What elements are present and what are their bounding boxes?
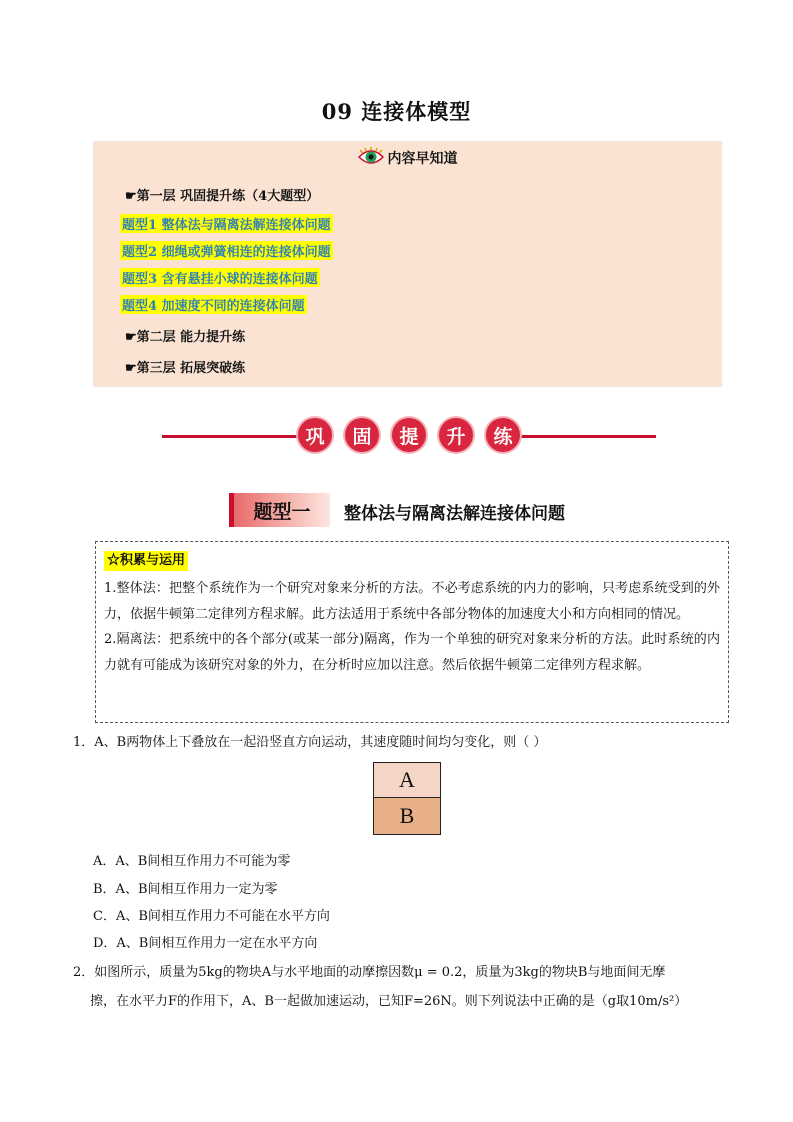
tip-label: ☆积累与运用	[104, 551, 188, 571]
banner-line-left	[162, 435, 302, 438]
question-1-option-b[interactable]: B．A、B间相互作用力一定为零	[93, 882, 278, 897]
banner-char: 升	[439, 418, 473, 452]
banner-char: 巩	[298, 418, 332, 452]
tip-paragraph-2: 2.隔离法：把系统中的各个部分(或某一部分)隔离，作为一个单独的研究对象来分析的方法。此时系统的内力就有可能成为该研究对象的外力，在分析时应加以注意。然后依据牛顿第二定律列方程求解。	[104, 632, 720, 673]
section-title: 整体法与隔离法解连接体问题	[344, 504, 565, 524]
layer-2-label[interactable]: ☛第二层 能力提升练	[125, 330, 246, 345]
tip-box	[95, 541, 729, 723]
content-overview-box	[93, 141, 722, 387]
eye-icon	[358, 147, 384, 171]
layer-3-label[interactable]: ☛第三层 拓展突破练	[125, 361, 246, 376]
consolidation-banner	[162, 418, 656, 454]
type-4-link[interactable]: 题型4 加速度不同的连接体问题	[120, 295, 307, 314]
question-1-option-a[interactable]: A．A、B间相互作用力不可能为零	[93, 854, 291, 869]
question-2-stem	[73, 958, 733, 1016]
section-tag: 题型一	[229, 493, 330, 527]
type-3-link[interactable]: 题型3 含有悬挂小球的连接体问题	[120, 268, 320, 287]
question-1-stem: 1．A、B两物体上下叠放在一起沿竖直方向运动，其速度随时间均匀变化，则（ ）	[73, 735, 547, 750]
page-title: 09 连接体模型	[321, 99, 472, 124]
banner-line-right	[516, 435, 656, 438]
block-a: A	[373, 762, 441, 798]
question-2-line-1: 2．如图所示，质量为5kg的物块A与水平地面的动摩擦因数μ = 0.2，质量为3kg的物块B与地面间无摩	[73, 965, 666, 980]
question-2-line-2: 擦，在水平力F的作用下，A、B一起做加速运动，已知F=26N。则下列说法中正确的是（g取10m/s²）	[90, 994, 688, 1009]
layer-1-label[interactable]: ☛第一层 巩固提升练（4大题型）	[125, 189, 320, 204]
stacked-blocks-figure	[373, 762, 441, 835]
banner-char: 提	[392, 418, 426, 452]
question-1-option-c[interactable]: C．A、B间相互作用力不可能在水平方向	[93, 909, 330, 924]
overview-heading	[93, 147, 722, 171]
block-b: B	[373, 798, 441, 835]
type-2-link[interactable]: 题型2 细绳或弹簧相连的连接体问题	[120, 241, 333, 260]
tip-paragraph-1: 1.整体法：把整个系统作为一个研究对象来分析的方法。不必考虑系统的内力的影响，只考虑系统受到的外力，依据牛顿第二定律列方程求解。此方法适用于系统中各部分物体的加速度大小和方向相同的情况。	[104, 581, 720, 622]
type-1-link[interactable]: 题型1 整体法与隔离法解连接体问题	[120, 214, 333, 233]
overview-heading-text: 内容早知道	[387, 151, 458, 167]
question-1-option-d[interactable]: D．A、B间相互作用力一定在水平方向	[93, 936, 318, 951]
banner-char: 固	[345, 418, 379, 452]
banner-char: 练	[486, 418, 520, 452]
